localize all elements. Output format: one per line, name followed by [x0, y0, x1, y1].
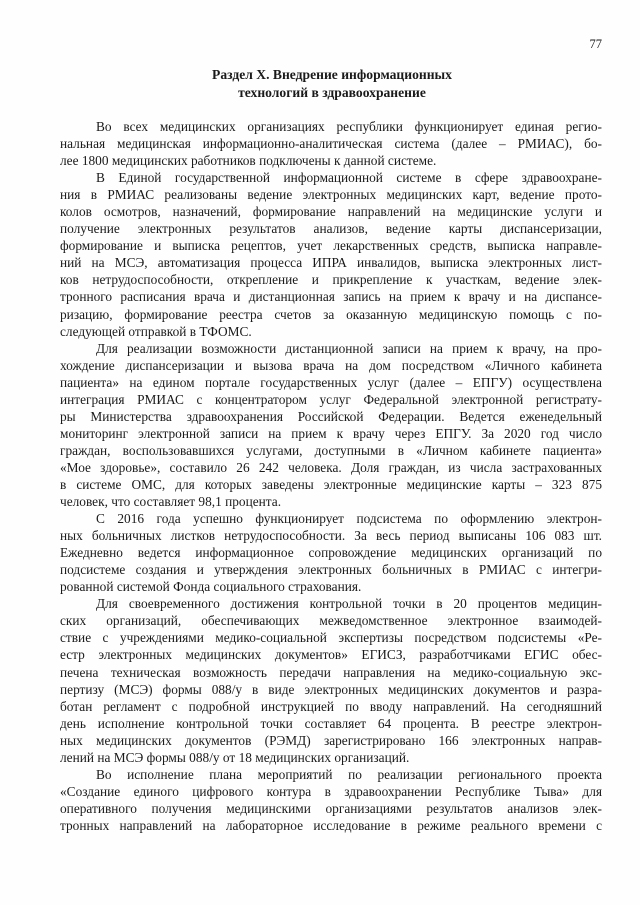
paragraph-line: Во исполнение плана мероприятий по реализации регионального проекта: [96, 766, 602, 782]
paragraph-line: С 2016 года успешно функционирует подсистема по оформлению электрон-: [96, 511, 602, 527]
paragraph-line: ния в РМИАС реализованы ведение электронных медицинских карт, ведение прото-: [60, 187, 602, 203]
paragraph-line: ний на МСЭ, автоматизация процесса ИПРА инвалидов, выписка электронных лист-: [60, 255, 602, 271]
paragraph-line: рованной системой Фонда социального страхования.: [60, 579, 362, 595]
paragraph-line: формирование и выписка рецептов, учет лекарственных средств, выписка направле-: [60, 238, 602, 254]
paragraph-1: [60, 118, 602, 169]
page-number: 77: [589, 37, 602, 51]
paragraph-line: граждан, воспользовавшихся услугами, доступными в «Личном кабинете пациента»: [60, 442, 602, 458]
paragraph-line: тронных направлений на лабораторное исследование в режиме реального времени с: [60, 817, 602, 833]
paragraph-line: лее 1800 медицинских работников подключены к данной системе.: [60, 153, 437, 169]
paragraph-5: [60, 595, 602, 765]
section-title: [60, 66, 604, 102]
paragraph-line: оперативного получения медицинскими организациями результатов анализов элек-: [60, 800, 602, 816]
paragraph-line: подсистеме создания и утверждения электронных больничных в РМИАС с интегри-: [60, 562, 602, 578]
paragraph-line: нальная медицинская информационно-аналитическая система (далее – РМИАС), бо-: [60, 136, 602, 152]
paragraph-line: лений на МСЭ формы 088/у от 18 медицинских организаций.: [60, 749, 410, 765]
paragraph-line: хождение диспансеризации и вызова врача на дом посредством «Личного кабинета: [60, 357, 602, 373]
paragraph-line: «Создание единого цифрового контура в здравоохранении Республике Тыва» для: [60, 783, 602, 799]
paragraph-line: В Единой государственной информационной системе в сфере здравоохране-: [96, 170, 602, 186]
paragraph-line: Ежедневно ведется информационное сопровождение медицинских организаций по: [60, 545, 602, 561]
paragraph-line: тронного расписания врача и дистанционная запись на прием к врачу и на диспансе-: [60, 289, 602, 305]
paragraph-line: получение электронных результатов анализов, ведение карты диспансеризации,: [60, 221, 602, 237]
paragraph-line: интеграция РМИАС с концентратором услуг Федеральной электронной регистрату-: [60, 391, 602, 407]
paragraph-line: ботан регламент с подробной инструкцией по вводу направлений. На сегодняшний: [60, 698, 602, 714]
paragraph-line: Для своевременного достижения контрольной точки в 20 процентов медицин-: [96, 596, 602, 612]
paragraph-line: ков нетрудоспособности, открепление и прикрепление к участкам, ведение элек-: [60, 272, 602, 288]
section-title-line-2: технологий в здравоохранение: [238, 85, 426, 100]
paragraph-line: пациента» на едином портале государственных услуг (далее – ЕПГУ) осуществлена: [60, 374, 602, 390]
paragraph-line: колов осмотров, назначений, формирование направлений на медицинские услуги и: [60, 204, 602, 220]
paragraph-line: ствие с учреждениями медико-социальной экспертизы посредством подсистемы «Ре-: [60, 630, 602, 646]
paragraph-3: [60, 340, 602, 510]
paragraph-line: в системе ОМС, для которых заведены электронные медицинские карты – 323 875: [60, 476, 602, 492]
paragraph-line: ризацию, формирование реестра счетов за оказанную медицинскую помощь с по-: [60, 306, 602, 322]
section-title-line-1: Раздел X. Внедрение информационных: [212, 67, 452, 82]
paragraph-line: пертизу (МСЭ) формы 088/у в виде электронных медицинских документов и разра-: [60, 681, 602, 697]
paragraph-line: Для реализации возможности дистанционной записи на прием к врачу, на про-: [96, 340, 602, 356]
paragraph-line: ских организаций, обеспечивающих межведомственное электронное взаимодей-: [60, 613, 602, 629]
paragraph-line: день исполнение контрольной точки составляет 64 процента. В реестре электрон-: [60, 715, 602, 731]
paragraph-line: естр электронных медицинских документов» ЕГИСЗ, разработчиками ЕГИС обес-: [60, 647, 602, 663]
paragraph-line: печена техническая возможность передачи направления на медико-социальную экс-: [60, 664, 602, 680]
paragraph-line: ных медицинских документов (РЭМД) зарегистрировано 166 электронных направ-: [60, 732, 602, 748]
paragraph-line: Во всех медицинских организациях республики функционирует единая регио-: [96, 119, 602, 134]
paragraph-line: человек, что составляет 98,1 процента.: [60, 494, 282, 510]
paragraph-line: мониторинг электронной записи на прием к врачу через ЕПГУ. За 2020 год число: [60, 425, 602, 441]
paragraph-line: следующей отправкой в ТФОМС.: [60, 323, 252, 339]
paragraph-2: [60, 169, 602, 339]
paragraph-line: ры Министерства здравоохранения Российской Федерации. Ведется еженедельный: [60, 408, 602, 424]
paragraph-6: [60, 766, 602, 834]
body-text: [60, 118, 602, 834]
paragraph-line: «Мое здоровье», составило 26 242 человека. Доля граждан, из числа застрахованных: [60, 459, 602, 475]
paragraph-4: [60, 510, 602, 595]
paragraph-line: ных больничных листков нетрудоспособности. За весь период выписаны 106 083 шт.: [60, 528, 602, 544]
